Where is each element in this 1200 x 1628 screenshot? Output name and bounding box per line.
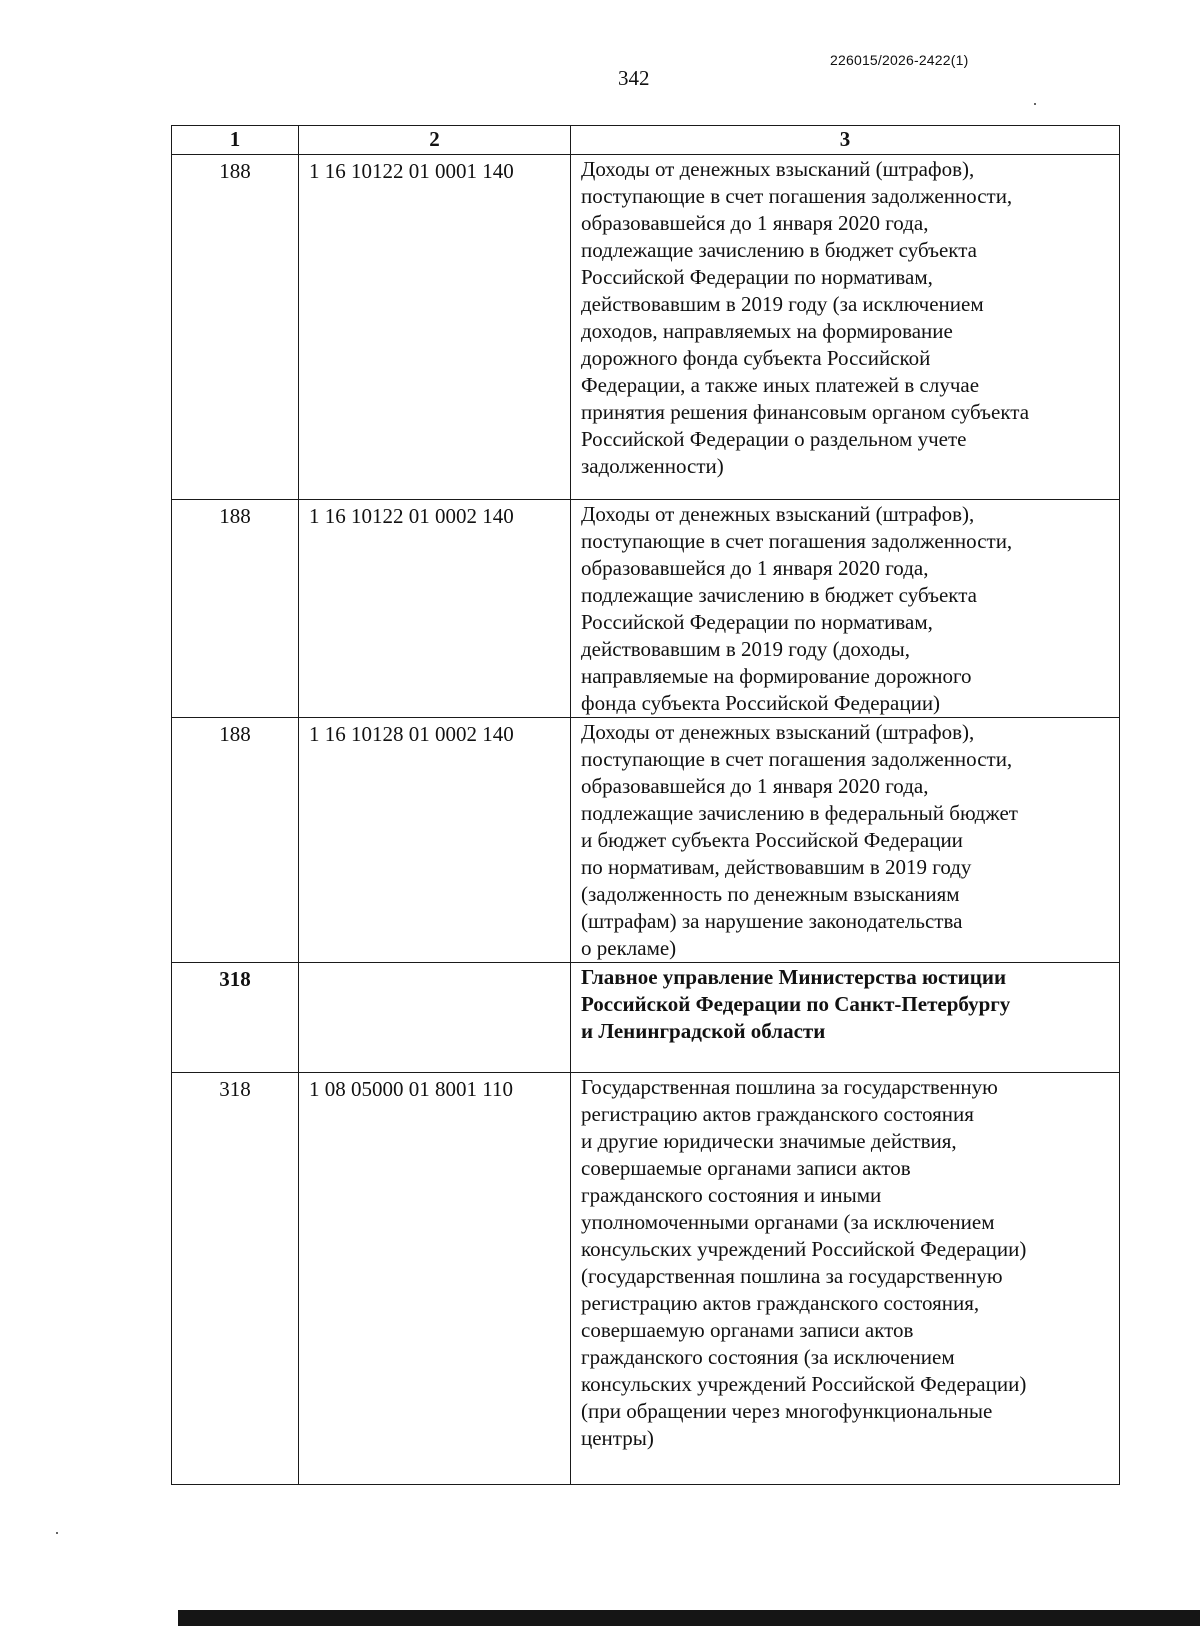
table-row xyxy=(172,155,1120,500)
income-description-cell: Доходы от денежных взысканий (штрафов), поступающие в счет погашения задолженности, образовавшейся до 1 января 2020 года, подлежащие зачислению в бюджет субъекта Российской Федерации по нормативам, действовавшим в 2019 году (доходы, направляемые на формирование дорожного фонда субъекта Российской Федерации) xyxy=(571,500,1120,718)
table-row xyxy=(172,718,1120,963)
income-description-cell: Доходы от денежных взысканий (штрафов), поступающие в счет погашения задолженности, образовавшейся до 1 января 2020 года, подлежащие зачислению в бюджет субъекта Российской Федерации по нормативам, действовавшим в 2019 году (за исключением доходов, направляемых на формирование дорожного фонда субъекта Российской Федерации, а также иных платежей в случае принятия решения финансовым органом субъекта Российской Федерации о раздельном учете задолженности) xyxy=(571,155,1120,500)
income-code-cell: 1 16 10122 01 0001 140 xyxy=(299,155,571,500)
income-code-cell: 1 08 05000 01 8001 110 xyxy=(299,1073,571,1485)
admin-code-cell: 188 xyxy=(172,500,299,718)
income-code-cell: 1 16 10122 01 0002 140 xyxy=(299,500,571,718)
page-number: 342 xyxy=(618,66,650,90)
table-row xyxy=(172,963,1120,1073)
admin-code-cell: 188 xyxy=(172,718,299,963)
column-header-2: 2 xyxy=(299,126,571,155)
income-code-cell: 1 16 10128 01 0002 140 xyxy=(299,718,571,963)
admin-code-cell: 188 xyxy=(172,155,299,500)
budget-codes-table xyxy=(171,125,1120,1485)
column-header-1: 1 xyxy=(172,126,299,155)
column-header-3: 3 xyxy=(571,126,1120,155)
scan-speck xyxy=(56,1532,58,1534)
table-row xyxy=(172,500,1120,718)
table-header-row xyxy=(172,126,1120,155)
admin-code-cell: 318 xyxy=(172,1073,299,1485)
document-code: 226015/2026-2422(1) xyxy=(830,52,969,68)
income-description-cell: Государственная пошлина за государственную регистрацию актов гражданского состояния и другие юридически значимые действия, совершаемые органами записи актов гражданского состояния и иными уполномоченными органами (за исключением консульских учреждений Российской Федерации) (государственная пошлина за государственную регистрацию актов гражданского состояния, совершаемую органами записи актов гражданского состояния (за исключением консульских учреждений Российской Федерации) (при обращении через многофункциональные центры) xyxy=(571,1073,1120,1485)
income-code-cell xyxy=(299,963,571,1073)
admin-code-cell: 318 xyxy=(172,963,299,1073)
table-row xyxy=(172,1073,1120,1485)
scan-speck xyxy=(1034,103,1036,105)
scan-edge-bar xyxy=(178,1610,1200,1626)
administrator-name-cell: Главное управление Министерства юстиции Российской Федерации по Санкт-Петербургу и Ленинградской области xyxy=(571,963,1120,1073)
income-description-cell: Доходы от денежных взысканий (штрафов), поступающие в счет погашения задолженности, образовавшейся до 1 января 2020 года, подлежащие зачислению в федеральный бюджет и бюджет субъекта Российской Федерации по нормативам, действовавшим в 2019 году (задолженность по денежным взысканиям (штрафам) за нарушение законодательства о рекламе) xyxy=(571,718,1120,963)
